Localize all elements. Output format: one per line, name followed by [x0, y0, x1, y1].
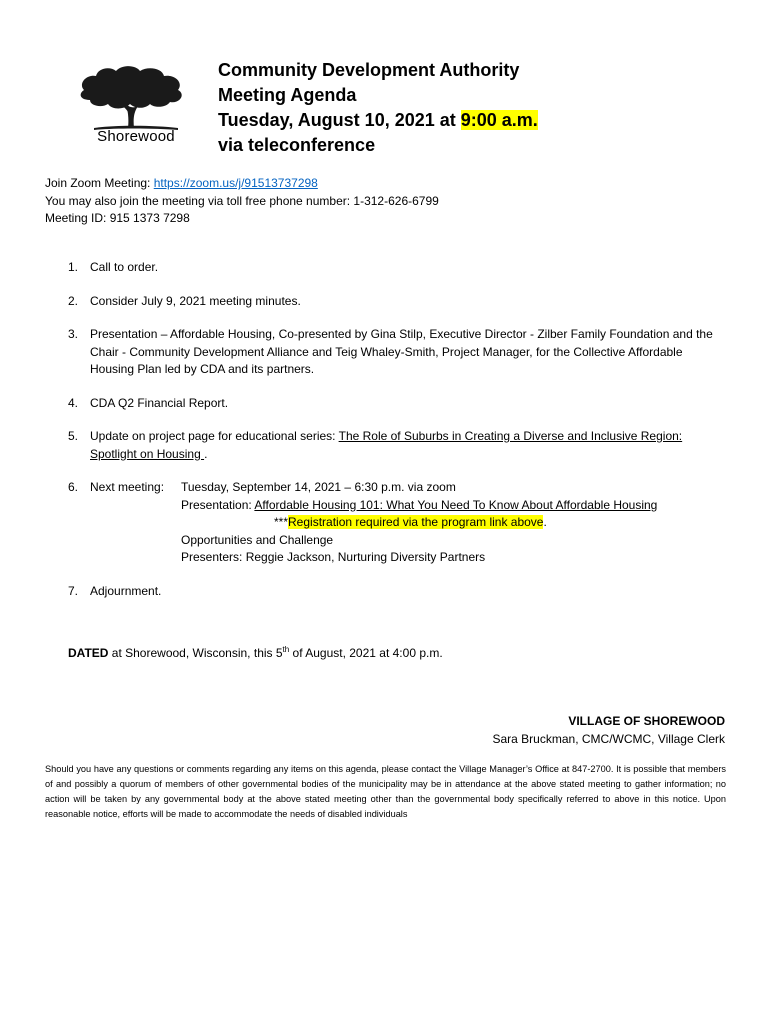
agenda-item-5	[68, 428, 728, 463]
presentation-link[interactable]: Affordable Housing 101: What You Need To Know About Affordable Housing	[254, 497, 658, 512]
signature-org: VILLAGE OF SHOREWOOD	[568, 714, 725, 728]
agenda-item-6	[68, 479, 728, 567]
registration-highlight: Registration required via the program link above	[288, 515, 544, 529]
footer-notice: Should you have any questions or comments regarding any items on this agenda, please contact the Village Manager’s Office at 847-2700. It is possible that members of and possibly a quorum of members of other governmental bodies of the municipality may be in attendance at the above stated meeting to gather information; no action will be taken by any governmental body at the above stated meeting other than the governmental body specifically referred to above in this notice. Upon reasonable notice, efforts will be made to accommodate the needs of disabled individuals	[45, 764, 726, 819]
agenda-item-number: 5.	[68, 429, 79, 443]
zoom-meeting-id: Meeting ID: 915 1373 7298	[45, 211, 190, 225]
agenda-item-number: 3.	[68, 327, 79, 341]
title-date: Tuesday, August 10, 2021 at	[218, 110, 461, 130]
next-meeting-label: Next meeting:	[90, 480, 165, 494]
agenda-item-number: 2.	[68, 293, 79, 308]
agenda-item-suffix: .	[204, 446, 208, 461]
educational-series-link[interactable]: The Role of Suburbs in Creating a Diverse and Inclusive Region: Spotlight on Housing	[90, 429, 683, 461]
dated-label: DATED	[68, 646, 109, 660]
zoom-phone-line: You may also join the meeting via toll free phone number: 1-312-626-6799	[45, 193, 439, 208]
dated-superscript: th	[282, 645, 290, 654]
agenda-item-1	[68, 259, 728, 277]
agenda-item-text: Update on project page for educational series:	[90, 429, 339, 443]
presentation-subtitle: Opportunities and Challenge	[181, 532, 334, 547]
registration-suffix: .	[543, 515, 547, 529]
agenda-item-number: 1.	[68, 260, 79, 274]
zoom-info	[45, 175, 439, 228]
agenda-item-text: Presentation – Affordable Housing, Co-presented by Gina Stilp, Executive Director - Zilber Family Foundation and the Chair - Community Development Alliance and Teig Whaley-Smith, Project Manager, for the Collective Affordable Housing Plan led by CDA and its partners.	[90, 327, 713, 376]
agenda-item-7	[68, 583, 728, 601]
next-meeting-date: Tuesday, September 14, 2021 – 6:30 p.m. via zoom	[181, 480, 456, 494]
title-line-1: Community Development Authority	[218, 60, 520, 80]
zoom-join-line	[45, 175, 439, 193]
presenters-line: Presenters: Reggie Jackson, Nurturing Diversity Partners	[181, 550, 486, 564]
zoom-link[interactable]: https://zoom.us/j/91513737298	[153, 176, 318, 190]
title-line-3	[218, 108, 538, 133]
dated-text-end: of August, 2021 at 4:00 p.m.	[289, 646, 443, 660]
agenda-item-3	[68, 326, 728, 379]
agenda-item-text: Consider July 9, 2021 meeting minutes.	[90, 293, 301, 308]
agenda-item-text: CDA Q2 Financial Report.	[90, 395, 229, 410]
agenda-item-number: 7.	[68, 583, 79, 598]
signature-name: Sara Bruckman, CMC/WCMC, Village Clerk	[492, 732, 725, 746]
agenda-title	[218, 58, 538, 158]
title-line-4: via teleconference	[218, 135, 376, 155]
dated-text: at Shorewood, Wisconsin, this 5	[108, 646, 283, 660]
next-meeting-row	[90, 479, 728, 497]
dated-line	[68, 645, 443, 660]
zoom-join-label: Join Zoom Meeting:	[45, 176, 154, 190]
agenda-item-text: Adjournment.	[90, 583, 162, 598]
registration-prefix: ***	[274, 515, 289, 529]
agenda-item-text: Call to order.	[90, 260, 159, 274]
agenda-list	[68, 259, 728, 616]
agenda-item-2	[68, 293, 728, 311]
agenda-item-number: 6.	[68, 480, 79, 494]
shorewood-logo	[74, 62, 198, 152]
presentation-line	[90, 497, 728, 515]
title-line-2: Meeting Agenda	[218, 85, 357, 105]
agenda-item-number: 4.	[68, 395, 79, 410]
signature-block	[493, 712, 726, 748]
presentation-prefix: Presentation:	[181, 497, 255, 512]
agenda-item-4	[68, 395, 728, 413]
title-time-highlight: 9:00 a.m.	[460, 110, 538, 130]
registration-line	[90, 514, 728, 532]
logo-text: Shorewood	[97, 128, 175, 145]
